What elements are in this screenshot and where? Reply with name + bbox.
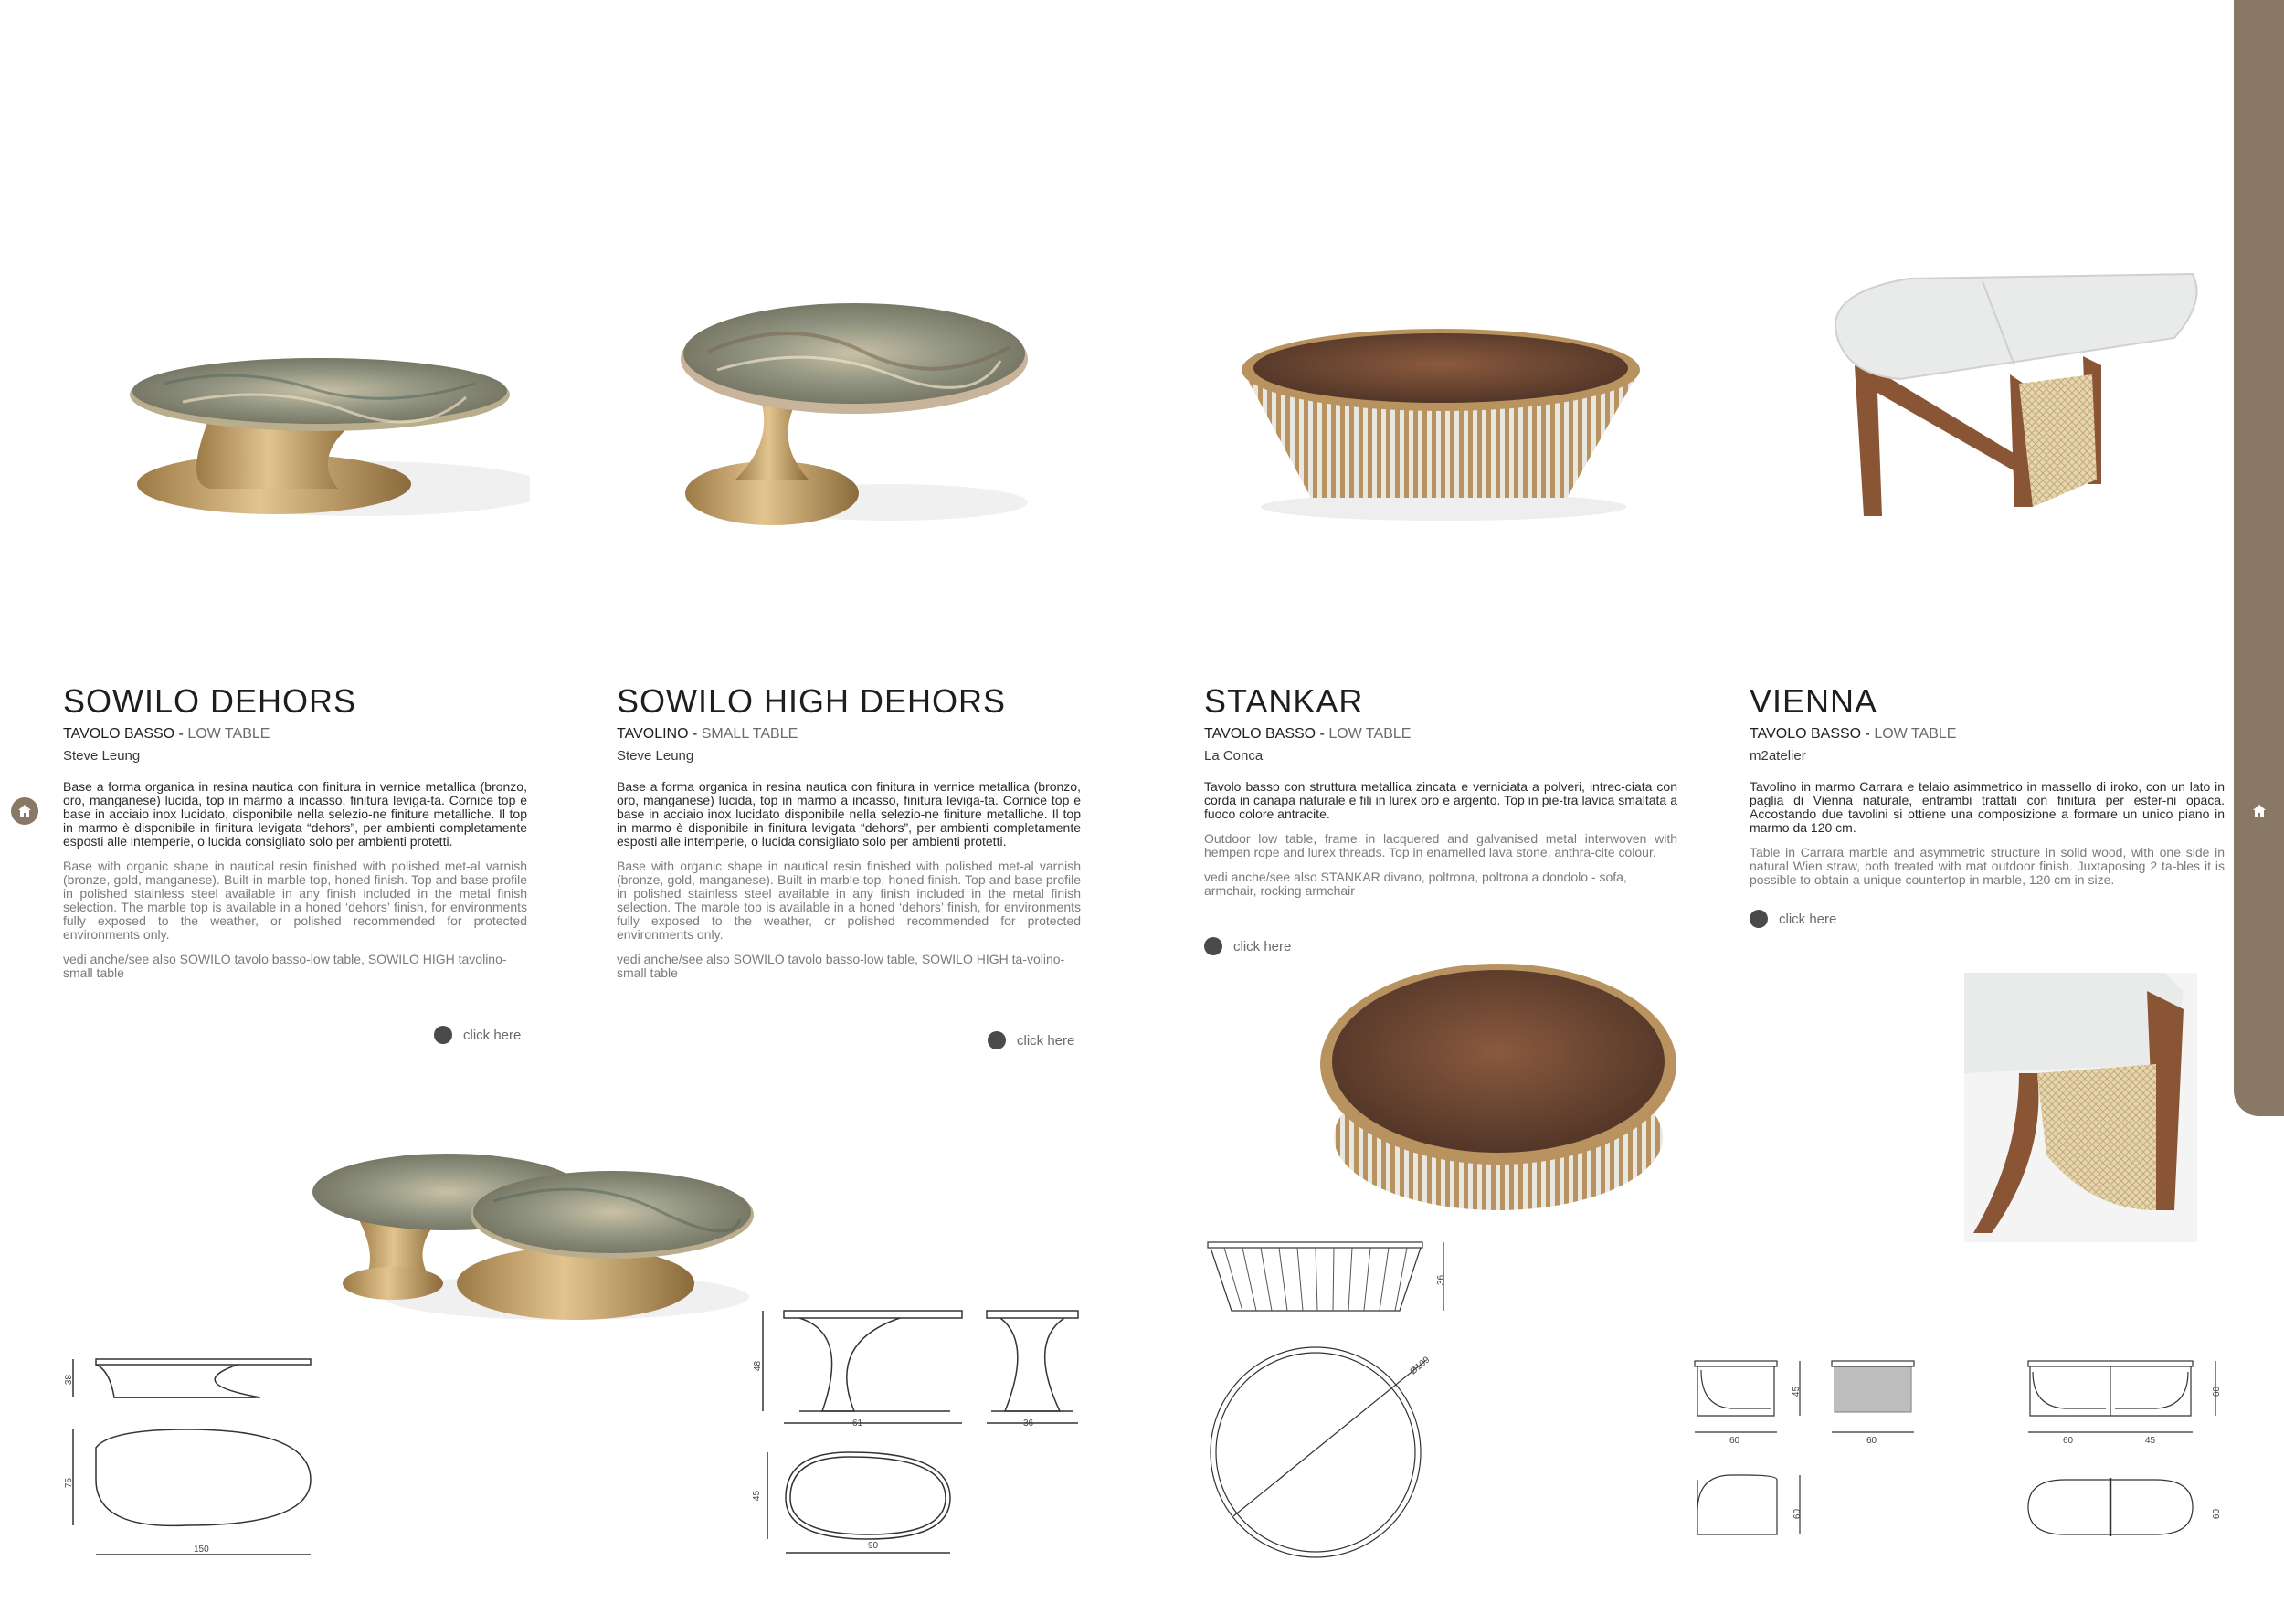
product-type-en: LOW TABLE	[187, 726, 270, 742]
product-type-en: LOW TABLE	[1328, 726, 1412, 742]
stankar-image	[1238, 324, 1649, 525]
product-title: SOWILO HIGH DEHORS	[617, 682, 1007, 720]
product-type: TAVOLINO - SMALL TABLE	[617, 726, 798, 742]
click-here-link[interactable]	[434, 1026, 521, 1044]
product-title: SOWILO DEHORS	[63, 682, 357, 720]
vienna-technical-drawing	[1690, 1352, 2223, 1562]
product-type-it: TAVOLINO	[617, 726, 689, 742]
dim-label: 60	[1792, 1508, 1803, 1520]
dim-label: 60	[2212, 1386, 2223, 1397]
home-icon	[2250, 802, 2268, 820]
sowilo-pair-image	[311, 1146, 758, 1324]
description-en: Base with organic shape in nautical resin finished with polished met-al varnish (bronze, gold, manganese). Built-in marble top, honed finish. Top and base profile in polished stainless steel available in any finish included in the metal finish selection. The marble top is available in a honed ‘dehors’ finish, for environments fully exposed to the weather, or polished recommended for protected environments only.	[617, 859, 1081, 942]
product-sowilo-dehors	[63, 683, 527, 980]
dim-label: 45	[1792, 1386, 1803, 1397]
see-also: vedi anche/see also STANKAR divano, poltrona, poltrona a dondolo - sofa, armchair, rocking armchair	[1204, 870, 1627, 898]
product-designer: m2atelier	[1750, 748, 1806, 764]
product-type-it: TAVOLO BASSO	[1204, 726, 1316, 742]
dim-label: 45	[752, 1490, 763, 1502]
dim-label: 60	[1729, 1436, 1740, 1446]
product-type: TAVOLO BASSO - LOW TABLE	[1750, 726, 1957, 742]
sowilo-dehors-technical-drawing	[55, 1343, 329, 1562]
link-dot-icon	[434, 1026, 452, 1044]
dim-label: 36	[1023, 1418, 1034, 1429]
dim-label: 36	[1436, 1274, 1447, 1286]
click-here-link[interactable]	[1750, 910, 1836, 928]
link-label: click here	[1779, 911, 1837, 927]
product-type: TAVOLO BASSO - LOW TABLE	[63, 726, 270, 742]
dim-label: 60	[2063, 1436, 2074, 1446]
click-here-link[interactable]	[1204, 937, 1291, 955]
dim-label: 75	[64, 1477, 75, 1489]
product-type-en: SMALL TABLE	[701, 726, 798, 742]
product-title: VIENNA	[1750, 682, 1878, 720]
link-dot-icon	[988, 1031, 1006, 1049]
description-it: Tavolo basso con struttura metallica zincata e verniciata a polveri, intrec-ciata con corda in canapa naturale e fili in lurex oro e argento. Top in pie-tra lavica smaltata a fuoco colore antracite.	[1204, 779, 1677, 821]
dim-label: Ø109	[1408, 1355, 1433, 1377]
see-also: vedi anche/see also SOWILO tavolo basso-low table, SOWILO HIGH tavolino-small table	[63, 952, 507, 980]
product-type-en: LOW TABLE	[1874, 726, 1957, 742]
description-en: Outdoor low table, frame in lacquered and galvanised metal interwoven with hempen rope and lurex threads. Top in enamelled lava stone, anthra-cite colour.	[1204, 831, 1677, 859]
dim-label: 60	[1866, 1436, 1877, 1446]
sowilo-dehors-image	[128, 347, 530, 530]
product-title: STANKAR	[1204, 682, 1364, 720]
link-label: click here	[1017, 1032, 1075, 1049]
stankar-technical-drawing	[1206, 1238, 1453, 1562]
product-vienna	[1750, 683, 2225, 887]
product-type: TAVOLO BASSO - LOW TABLE	[1204, 726, 1412, 742]
description-it: Tavolino in marmo Carrara e telaio asimmetrico in massello di iroko, con un lato in paglia di Vienna naturale, entrambi trattati con finitura per ester-ni opaca. Accostando due tavolini si ottiene una composizione a formare un unico piano in marmo da 120 cm.	[1750, 779, 2225, 835]
dim-label: 48	[753, 1360, 764, 1372]
description-it: Base a forma organica in resina nautica con finitura in vernice metallica (bronzo, oro, manganese) lucida, top in marmo a incasso, finitura leviga-ta. Cornice top e base in acciaio inox lucidato, disponibile nella selezio-ne finiture metalliche. Il top in marmo è disponibile in finitura levigata “dehors”, per ambienti completamente esposti alle intemperie, o lucida consigliato solo per ambienti protetti.	[63, 779, 527, 849]
dim-label: 150	[194, 1545, 209, 1555]
link-dot-icon	[1750, 910, 1768, 928]
click-here-link[interactable]	[988, 1031, 1074, 1049]
vienna-image	[1827, 265, 2211, 530]
home-icon	[16, 802, 34, 820]
link-label: click here	[1233, 938, 1292, 954]
sowilo-high-technical-drawing	[749, 1306, 1087, 1566]
vienna-detail-image	[1964, 973, 2197, 1242]
link-label: click here	[463, 1027, 522, 1043]
link-dot-icon	[1204, 937, 1222, 955]
sowilo-high-dehors-image	[681, 297, 1032, 530]
product-type-it: TAVOLO BASSO	[1750, 726, 1862, 742]
dim-label: 45	[2145, 1436, 2156, 1446]
dim-label: 61	[852, 1418, 863, 1429]
home-button-left[interactable]	[11, 797, 38, 825]
home-button-right[interactable]	[2246, 797, 2273, 825]
product-designer: Steve Leung	[617, 748, 694, 764]
dim-label: 90	[868, 1541, 879, 1551]
product-designer: La Conca	[1204, 748, 1264, 764]
product-sowilo-high-dehors	[617, 683, 1081, 980]
dim-label: 60	[2212, 1508, 2223, 1520]
product-type-it: TAVOLO BASSO	[63, 726, 175, 742]
see-also: vedi anche/see also SOWILO tavolo basso-low table, SOWILO HIGH ta-volino-small table	[617, 952, 1065, 980]
stankar-top-view-image	[1316, 959, 1676, 1215]
product-stankar	[1204, 683, 1677, 898]
description-en: Base with organic shape in nautical resin finished with polished met-al varnish (bronze, gold, manganese). Built-in marble top, honed finish. Top and base profile in polished stainless steel available in any finish included in the metal finish selection. The marble top is available in a honed ‘dehors’ finish, for environments fully exposed to the weather, or polished recommended for protected environments only.	[63, 859, 527, 942]
page-footer	[2236, 1461, 2258, 1598]
section-tab-label	[2257, 64, 2275, 247]
dim-label: 38	[64, 1374, 75, 1386]
product-designer: Steve Leung	[63, 748, 141, 764]
description-it: Base a forma organica in resina nautica con finitura in vernice metallica (bronzo, oro, manganese) lucida, top in marmo a incasso, finitura leviga-ta. Cornice top e base in acciaio inox lucidato disponibile nella selezio-ne finiture metalliche. Il top in marmo è disponibile in finitura levigata “dehors”, per ambienti completamente esposti alle intemperie, o lucida consigliato solo per ambienti protetti.	[617, 779, 1081, 849]
description-en: Table in Carrara marble and asymmetric structure in solid wood, with one side in natural Wien straw, both treated with mat outdoor finish. Juxtaposing 2 ta-bles it is possible to obtain a unique countertop in marble, 120 cm in size.	[1750, 845, 2225, 887]
